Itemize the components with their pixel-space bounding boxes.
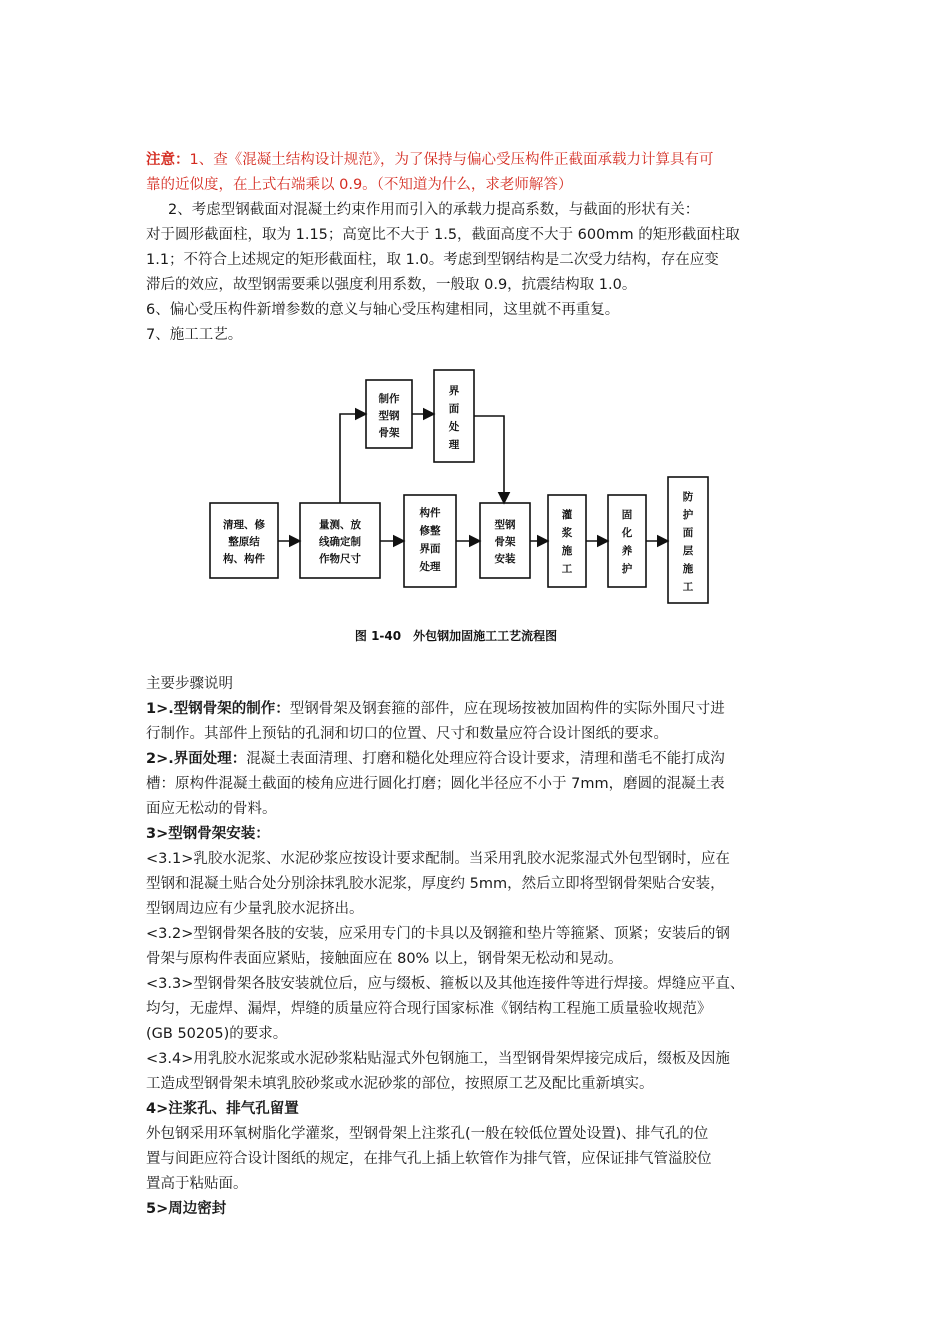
note-label: 注意：	[146, 152, 190, 168]
box-cure-line-1: 固	[621, 509, 633, 521]
box-grout-line-4: 工	[561, 563, 573, 575]
box-measure-line-3: 作物尺寸	[319, 553, 361, 565]
figure-caption: 图 1-40 外包钢加固施工工艺流程图	[354, 629, 558, 643]
box-measure-line-2: 线确定制	[319, 536, 361, 548]
box-measure-line-1: 量测、放	[319, 519, 361, 531]
box-install-line-3: 安装	[494, 553, 516, 565]
box-repair-line-1: 构件	[419, 507, 441, 519]
box-interface-line-3: 处	[448, 421, 460, 433]
box-clean-line-3: 构、构件	[223, 553, 265, 565]
box-install-line-1: 型钢	[494, 519, 516, 531]
step32-line-2: 骨架与原构件表面应紧贴，接触面应在 80% 以上，钢骨架无松动和晃动。	[146, 951, 623, 967]
para2-line-2: 对于圆形截面柱，取为 1.15；高宽比不大于 1.5，截面高度不大于 600mm 的矩形截面柱取	[146, 227, 740, 243]
step5-title: 5>周边密封	[146, 1201, 227, 1217]
box-repair-line-3: 界面	[419, 543, 441, 555]
step4-line-1: 外包钢采用环氧树脂化学灌浆，型钢骨架上注浆孔(一般在较低位置处设置)、排气孔的位	[146, 1126, 709, 1142]
box-protect-line-1: 防	[682, 491, 694, 503]
step32-line-1: <3.2>型钢骨架各肢的安装，应采用专门的卡具以及钢箍和垫片等箍紧、顶紧；安装后的钢	[146, 926, 730, 942]
box-cure-line-3: 养	[621, 545, 633, 557]
step34-line-1: <3.4>用乳胶水泥浆或水泥砂浆粘贴湿式外包钢施工，当型钢骨架焊接完成后，缀板及因施	[146, 1051, 730, 1067]
step4-line-3: 置高于粘贴面。	[146, 1176, 248, 1192]
box-repair-line-4: 处理	[419, 561, 441, 573]
box-grout-line-1: 灌	[561, 509, 573, 521]
steps-heading: 主要步骤说明	[146, 676, 233, 692]
box-install-line-2: 骨架	[494, 536, 516, 548]
box-clean-line-2: 整原结	[228, 536, 260, 548]
box-interface-line-2: 面	[448, 403, 460, 415]
step31-line-3: 型钢周边应有少量乳胶水泥挤出。	[146, 901, 364, 917]
step31-line-1: <3.1>乳胶水泥浆、水泥砂浆应按设计要求配制。当采用乳胶水泥浆湿式外包型钢时，应在	[146, 851, 730, 867]
step2-title: 2>.界面处理：	[146, 751, 247, 767]
para6: 6、偏心受压构件新增参数的意义与轴心受压构建相同，这里就不再重复。	[146, 302, 620, 318]
step4-line-2: 置与间距应符合设计图纸的规定，在排气孔上插上软管作为排气管，应保证排气管溢胶位	[146, 1151, 712, 1167]
top-text	[146, 148, 826, 348]
step2-line-3: 面应无松动的骨料。	[146, 801, 277, 817]
step2-line-2: 槽：原构件混凝土截面的棱角应进行圆化打磨；圆化半径应不小于 7mm，磨圆的混凝土表	[146, 776, 725, 792]
para2-line-4: 滞后的效应，故型钢需要乘以强度利用系数，一般取 0.9，抗震结构取 1.0。	[146, 277, 637, 293]
step1-line-2: 行制作。其部件上预钻的孔洞和切口的位置、尺寸和数量应符合设计图纸的要求。	[146, 726, 668, 742]
box-cure-line-4: 护	[621, 563, 633, 575]
box-protect-line-4: 层	[682, 545, 694, 557]
step4-title: 4>注浆孔、排气孔留置	[146, 1101, 299, 1117]
step1-line-1: 1>.型钢骨架的制作：型钢骨架及钢套箍的部件，应在现场按被加固构件的实际外围尺寸进	[146, 701, 725, 717]
box-grout-line-2: 浆	[561, 527, 573, 539]
box-protect-line-6: 工	[682, 581, 694, 593]
box-cure-line-2: 化	[621, 527, 633, 539]
step33-line-2: 均匀，无虚焊、漏焊，焊缝的质量应符合现行国家标准《钢结构工程施工质量验收规范》	[146, 1001, 712, 1017]
step1-title: 1>.型钢骨架的制作：	[146, 701, 290, 717]
box-interface-line-4: 理	[448, 439, 460, 451]
box-protect-line-5: 施	[682, 563, 694, 575]
box-grout-line-3: 施	[561, 545, 573, 557]
box-repair-line-2: 修整	[419, 525, 441, 537]
box-make-line-3: 骨架	[378, 427, 400, 439]
flowchart	[196, 360, 720, 650]
step31-line-2: 型钢和混凝土贴合处分别涂抹乳胶水泥浆，厚度约 5mm，然后立即将型钢骨架贴合安装，	[146, 876, 725, 892]
box-clean-line-1: 清理、修	[223, 519, 265, 531]
box-interface-line-1: 界	[448, 385, 460, 397]
para7: 7、施工工艺。	[146, 327, 243, 343]
note-line-2: 靠的近似度，在上式右端乘以 0.9。（不知道为什么，求老师解答）	[146, 177, 573, 193]
box-protect-line-3: 面	[682, 527, 694, 539]
step2-line-1: 2>.界面处理：混凝土表面清理、打磨和糙化处理应符合设计要求，清理和凿毛不能打成沟	[146, 751, 725, 767]
steps-section	[146, 672, 826, 1222]
step3-title: 3>型钢骨架安装：	[146, 826, 270, 842]
box-protect-line-2: 护	[682, 509, 694, 521]
para2-line-3: 1.1；不符合上述规定的矩形截面柱，取 1.0。考虑到型钢结构是二次受力结构，存在应变	[146, 252, 719, 268]
box-make-line-1: 制作	[378, 393, 400, 405]
note-line-1: 注意：1、查《混凝土结构设计规范》，为了保持与偏心受压构件正截面承载力计算具有可	[146, 152, 714, 168]
para2-line-1: 2、考虑型钢截面对混凝土约束作用而引入的承载力提高系数，与截面的形状有关：	[168, 202, 700, 218]
step33-line-1: <3.3>型钢骨架各肢安装就位后，应与缀板、箍板以及其他连接件等进行焊接。焊缝应平直、	[146, 976, 745, 992]
step34-line-2: 工造成型钢骨架未填乳胶砂浆或水泥砂浆的部位，按照原工艺及配比重新填实。	[146, 1076, 654, 1092]
box-make-line-2: 型钢	[378, 410, 400, 422]
step33-line-3: (GB 50205)的要求。	[146, 1026, 288, 1042]
